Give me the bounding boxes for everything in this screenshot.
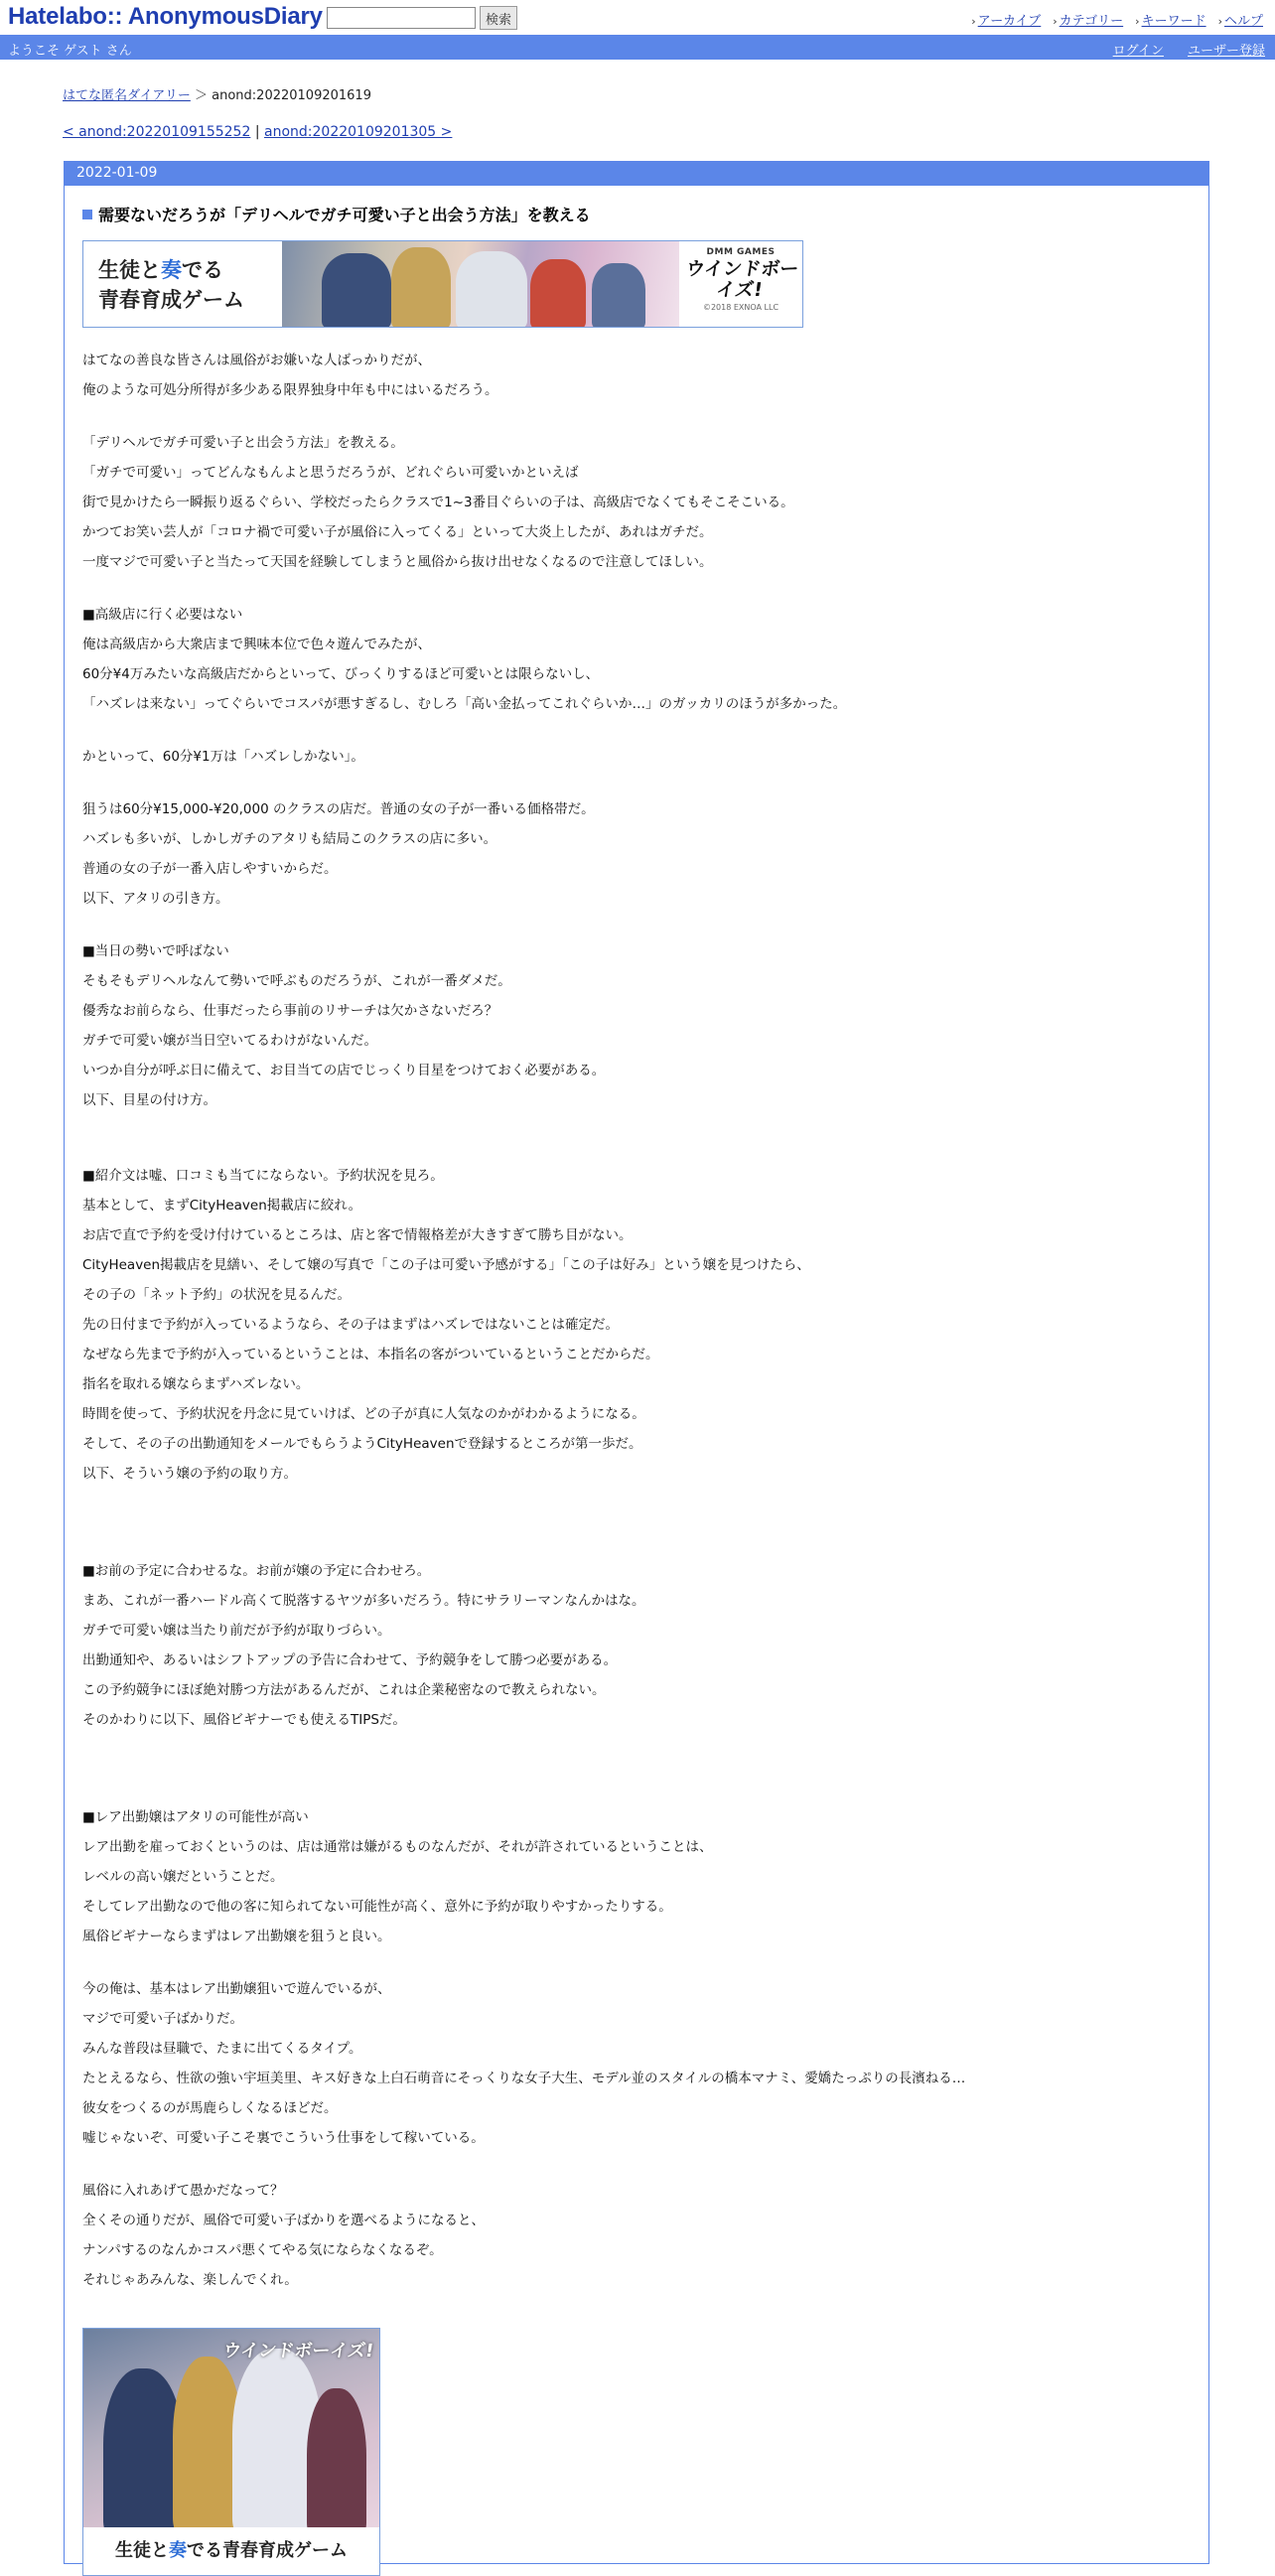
body-line: 俺のような可処分所得が多少ある限界独身中年も中にはいるだろう。 [82, 382, 498, 398]
search-button[interactable]: 検索 [480, 6, 517, 30]
paragraph-gap [82, 1735, 1185, 1802]
account-links [1113, 40, 1265, 59]
breadcrumb-root[interactable]: はてな匿名ダイアリー [63, 88, 191, 103]
body-line: CityHeaven掲載店を見繕い、そして嬢の写真で「この子は可愛い予感がする」「この子は好み」という嬢を見つけたら、 [82, 1257, 810, 1273]
body-line: いつか自分が呼ぶ日に備えて、お目当ての店でじっくり目星をつけておく必要がある。 [82, 1063, 606, 1078]
body-line: 狙うは60分¥15,000-¥20,000 のクラスの店だ。普通の女の子が一番いる価格帯だ。 [82, 801, 595, 817]
ad-square-logo: ウインドボーイズ! [220, 2341, 375, 2361]
chevron-right-icon: › [1135, 15, 1140, 28]
body-line: かといって、60分¥1万は「ハズレしかない」。 [82, 749, 364, 765]
section-heading: ■紹介文は嘘、口コミも当てにならない。予約状況を見ろ。 [82, 1168, 444, 1184]
ad-banner[interactable] [82, 240, 803, 328]
nav-help[interactable]: › ヘルプ [1217, 14, 1263, 29]
body-line: 全くその通りだが、風俗で可愛い子ばかりを選べるようになると、 [82, 2213, 485, 2228]
paragraph-gap [82, 772, 1185, 794]
body-line: それじゃあみんな、楽しんでくれ。 [82, 2272, 298, 2288]
section-heading: ■当日の勢いで呼ばない [82, 943, 229, 959]
body-line: そのかわりに以下、風俗ビギナーでも使えるTIPSだ。 [82, 1712, 406, 1728]
chevron-right-icon: › [971, 15, 976, 28]
body-line: レア出勤を雇っておくというのは、店は通常は嫌がるものなんだが、それが許されているということは、 [82, 1839, 713, 1855]
paragraph-gap [82, 2153, 1185, 2176]
body-line: レベルの高い嬢だということだ。 [82, 1869, 284, 1885]
body-line: そしてレア出勤なので他の客に知られてない可能性が高く、意外に予約が取りやすかったりする。 [82, 1899, 672, 1915]
body-line: 一度マジで可愛い子と当たって天国を経験してしまうと風俗から抜け出せなくなるので注意してほしい。 [82, 554, 713, 570]
breadcrumb [63, 84, 371, 103]
body-line: 彼女をつくるのが馬鹿らしくなるほどだ。 [82, 2100, 338, 2116]
body-line: 風俗ビギナーならまずはレア出勤嬢を狙うと良い。 [82, 1929, 391, 1944]
body-line: 普通の女の子が一番入店しやすいからだ。 [82, 861, 338, 877]
ad-banner-logo: DMM GAMES ウインドボーイズ! ©2018 EXNOA LLC [684, 245, 797, 323]
ad-banner-artwork [282, 241, 679, 328]
body-line: この予約競争にほぼ絶対勝つ方法があるんだが、これは企業秘密なので教えられない。 [82, 1682, 606, 1698]
body-line: 出勤通知や、あるいはシフトアップの予告に合わせて、予約競争をして勝つ必要がある。 [82, 1652, 618, 1668]
paragraph-gap [82, 1489, 1185, 1556]
body-line: マジで可愛い子ばかりだ。 [82, 2011, 243, 2027]
body-line: 指名を取れる嬢ならまずハズレない。 [82, 1376, 310, 1392]
body-line: 「ハズレは来ない」ってぐらいでコスパが悪すぎるし、むしろ「高い金払ってこれぐらいか…」のガッカリのほうが多かった。 [82, 696, 847, 712]
day-section [64, 161, 1209, 2564]
body-line: 風俗に入れあげて愚かだなって？ [82, 2183, 284, 2199]
body-line: みんな普段は昼職で、たまに出てくるタイプ。 [82, 2041, 362, 2057]
paragraph-gap [82, 719, 1185, 742]
body-line: そして、その子の出勤通知をメールでもらうようCityHeavenで登録するところが第一歩だ。 [82, 1436, 642, 1452]
body-line: はてなの善良な皆さんは風俗がお嫌いな人ばっかりだが、 [82, 353, 431, 368]
body-line: 俺は高級店から大衆店まで興味本位で色々遊んでみたが、 [82, 637, 431, 652]
login-link[interactable]: ログイン [1112, 44, 1164, 59]
body-line: 嘘じゃないぞ、可愛い子こそ裏でこういう仕事をして稼いている。 [82, 2130, 485, 2146]
body-line: 時間を使って、予約状況を丹念に見ていけば、どの子が真に人気なのかがわかるようになる。 [82, 1406, 645, 1422]
entry-title-text: 需要ないだろうが「デリヘルでガチ可愛い子と出会う方法」を教える [98, 206, 591, 224]
body-line: 街で見かけたら一瞬振り返るぐらい、学校だったらクラスで1~3番目ぐらいの子は、高級店でなくてもそこそこいる。 [82, 495, 794, 510]
paragraph-gap [82, 1951, 1185, 1974]
body-line: 基本として、まずCityHeaven掲載店に絞れ。 [82, 1198, 362, 1214]
body-line: ガチで可愛い嬢は当たり前だが予約が取りづらい。 [82, 1623, 391, 1639]
breadcrumb-current: anond:20220109201619 [212, 88, 371, 103]
welcome-text: ようこそ ゲスト さん [8, 44, 132, 59]
nav-archive[interactable]: › アーカイブ [971, 14, 1042, 29]
site-logo[interactable]: Hatelabo:: AnonymousDiary [8, 3, 323, 30]
ad-square[interactable] [82, 2328, 380, 2576]
ad-square-caption: 生徒と奏でる青春育成ゲーム [83, 2527, 379, 2575]
entry-title [82, 203, 591, 225]
nav-category[interactable]: › カテゴリー [1053, 14, 1124, 29]
body-line: たとえるなら、性欲の強い宇垣美里、キス好きな上白石萌音にそっくりな女子大生、モデル並のスタイルの橋本マナミ、愛嬌たっぷりの長濱ねる… [82, 2071, 966, 2086]
body-line: 今の俺は、基本はレア出勤嬢狙いで遊んでいるが、 [82, 1981, 391, 1997]
next-entry-link[interactable]: anond:20220109201305 > [264, 124, 453, 140]
register-link[interactable]: ユーザー登録 [1187, 44, 1265, 59]
paragraph-gap [82, 405, 1185, 428]
top-nav [971, 10, 1263, 29]
entry-pager [63, 124, 452, 140]
chevron-right-icon: › [1217, 15, 1222, 28]
section-heading: ■レア出勤嬢はアタリの可能性が高い [82, 1809, 309, 1825]
body-line: 以下、アタリの引き方。 [82, 891, 229, 907]
body-line: その子の「ネット予約」の状況を見るんだ。 [82, 1287, 351, 1303]
paragraph-gap [82, 577, 1185, 600]
body-line: ナンパするのなんかコスパ悪くてやる気にならなくなるぞ。 [82, 2242, 443, 2258]
pager-separator: | [254, 124, 260, 140]
nav-keyword[interactable]: › キーワード [1135, 14, 1206, 29]
ad-banner-text: 生徒と奏でる 青春育成ゲーム [98, 258, 244, 312]
paragraph-gap [82, 1115, 1185, 1161]
section-heading: ■お前の予定に合わせるな。お前が嬢の予定に合わせろ。 [82, 1563, 431, 1579]
body-line: 以下、目星の付け方。 [82, 1092, 216, 1108]
user-bar [0, 35, 1275, 60]
body-line: かつてお笑い芸人が「コロナ禍で可愛い子が風俗に入ってくる」といって大炎上したが、あれはガチだ。 [82, 524, 713, 540]
body-line: 「デリヘルでガチ可愛い子と出会う方法」を教える。 [82, 435, 404, 451]
search-input[interactable] [327, 7, 476, 29]
section-heading: ■高級店に行く必要はない [82, 607, 243, 623]
body-line: 以下、そういう嬢の予約の取り方。 [82, 1466, 297, 1482]
body-line: 60分¥4万みたいな高級店だからといって、びっくりするほど可愛いとは限らないし、 [82, 666, 600, 682]
body-line: ハズレも多いが、しかしガチのアタリも結局このクラスの店に多い。 [82, 831, 497, 847]
body-line: 優秀なお前らなら、仕事だったら事前のリサーチは欠かさないだろ？ [82, 1003, 498, 1019]
day-date: 2022-01-09 [65, 161, 1208, 186]
body-line: まあ、これが一番ハードル高くて脱落するヤツが多いだろう。特にサラリーマンなんかはな。 [82, 1593, 645, 1609]
entry-body [82, 346, 1185, 2295]
body-line: ガチで可愛い嬢が当日空いてるわけがないんだ。 [82, 1033, 377, 1049]
body-line: なぜなら先まで予約が入っているということは、本指名の客がついているということだからだ。 [82, 1347, 659, 1362]
body-line: 先の日付まで予約が入っているようなら、その子はまずはハズレではないことは確定だ。 [82, 1317, 619, 1333]
chevron-right-icon: › [1053, 15, 1058, 28]
paragraph-gap [82, 914, 1185, 936]
body-line: お店で直で予約を受け付けているところは、店と客で情報格差が大きすぎて勝ち目がない。 [82, 1227, 633, 1243]
top-header [0, 0, 1275, 34]
body-line: 「ガチで可愛い」ってどんなもんよと思うだろうが、どれぐらい可愛いかといえば [82, 465, 579, 481]
breadcrumb-separator: ＞ [194, 88, 208, 103]
entry-square-icon[interactable] [82, 210, 92, 219]
prev-entry-link[interactable]: < anond:20220109155252 [63, 124, 251, 140]
body-line: そもそもデリヘルなんて勢いで呼ぶものだろうが、これが一番ダメだ。 [82, 973, 511, 989]
